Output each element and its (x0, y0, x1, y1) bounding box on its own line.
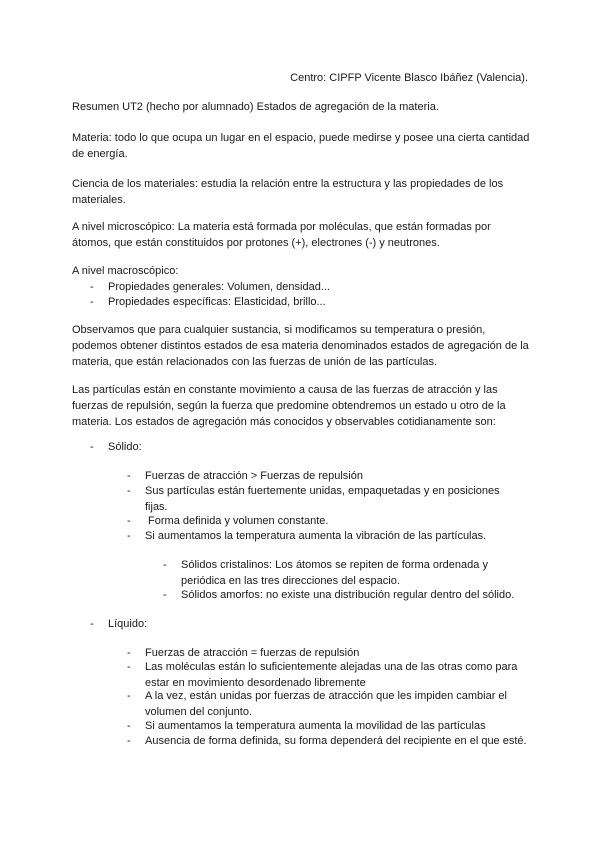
state-label: Líquido: (108, 618, 148, 630)
state-label: Sólido: (108, 441, 142, 453)
document-title: Resumen UT2 (hecho por alumnado) Estados de agregación de la materia. (72, 101, 439, 113)
bullet-dash: - (127, 661, 131, 673)
bullet-dash: - (90, 618, 94, 630)
list-item-text: Sus partículas están fuertemente unidas, empaquetadas y en posiciones fijas. (145, 485, 500, 513)
bullet-dash: - (127, 720, 131, 732)
list-item-text: Forma definida y volumen constante. (145, 515, 329, 527)
list-item-text: Propiedades específicas: Elasticidad, brillo... (108, 296, 326, 308)
bullet-dash: - (90, 296, 94, 308)
school-header: Centro: CIPFP Vicente Blasco Ibáñez (Valencia). (290, 72, 528, 84)
paragraph-macroscopico: A nivel macroscópico: (72, 265, 179, 277)
list-item-text: Sólidos amorfos: no existe una distribución regular dentro del sólido. (181, 589, 515, 601)
list-item-text: Fuerzas de atracción > Fuerzas de repulsión (145, 470, 363, 482)
bullet-dash: - (90, 441, 94, 453)
bullet-dash: - (127, 690, 131, 702)
paragraph-particulas: Las partículas están en constante movimiento a causa de las fuerzas de atracción y las fuerzas de repulsión, según la fuerza que predomine obtendremos un estado u otro de la materia. Los estados de agregación más conocidos y observables cotidianamente son: (72, 384, 506, 428)
bullet-dash: - (127, 530, 131, 542)
list-item-text: Si aumentamos la temperatura aumenta la vibración de las partículas. (145, 530, 487, 542)
bullet-dash: - (90, 281, 94, 293)
bullet-dash: - (163, 589, 167, 601)
list-item-text: A la vez, están unidas por fuerzas de atracción que les impiden cambiar el volumen del conjunto. (145, 690, 507, 718)
bullet-dash: - (127, 647, 131, 659)
list-item-text: Las moléculas están lo suficientemente alejadas una de las otras como para estar en movimiento desordenado libremente (145, 661, 518, 689)
bullet-dash: - (127, 515, 131, 527)
list-item-text: Ausencia de forma definida, su forma dependerá del recipiente en el que esté. (145, 735, 527, 747)
bullet-dash: - (163, 559, 167, 571)
paragraph-observamos: Observamos que para cualquier sustancia, si modificamos su temperatura o presión, podemos obtener distintos estados de esa materia denominados estados de agregación de la materia, que están relacionados con las fuerzas de unión de las partículas. (72, 324, 529, 368)
bullet-dash: - (127, 485, 131, 497)
paragraph-ciencia: Ciencia de los materiales: estudia la relación entre la estructura y las propiedades de los materiales. (72, 178, 504, 206)
list-item-text: Fuerzas de atracción = fuerzas de repulsión (145, 647, 360, 659)
bullet-dash: - (127, 470, 131, 482)
paragraph-materia: Materia: todo lo que ocupa un lugar en el espacio, puede medirse y posee una cierta cantidad de energía. (72, 132, 530, 160)
list-item-text: Si aumentamos la temperatura aumenta la movilidad de las partículas (145, 720, 486, 732)
list-item-text: Sólidos cristalinos: Los átomos se repiten de forma ordenada y periódica en las tres direcciones del espacio. (181, 559, 488, 587)
paragraph-microscopico: A nivel microscópico: La materia está formada por moléculas, que están formadas por átomos, que están constituidos por protones (+), electrones (-) y neutrones. (72, 221, 491, 249)
list-item-text: Propiedades generales: Volumen, densidad... (108, 281, 330, 293)
bullet-dash: - (127, 735, 131, 747)
